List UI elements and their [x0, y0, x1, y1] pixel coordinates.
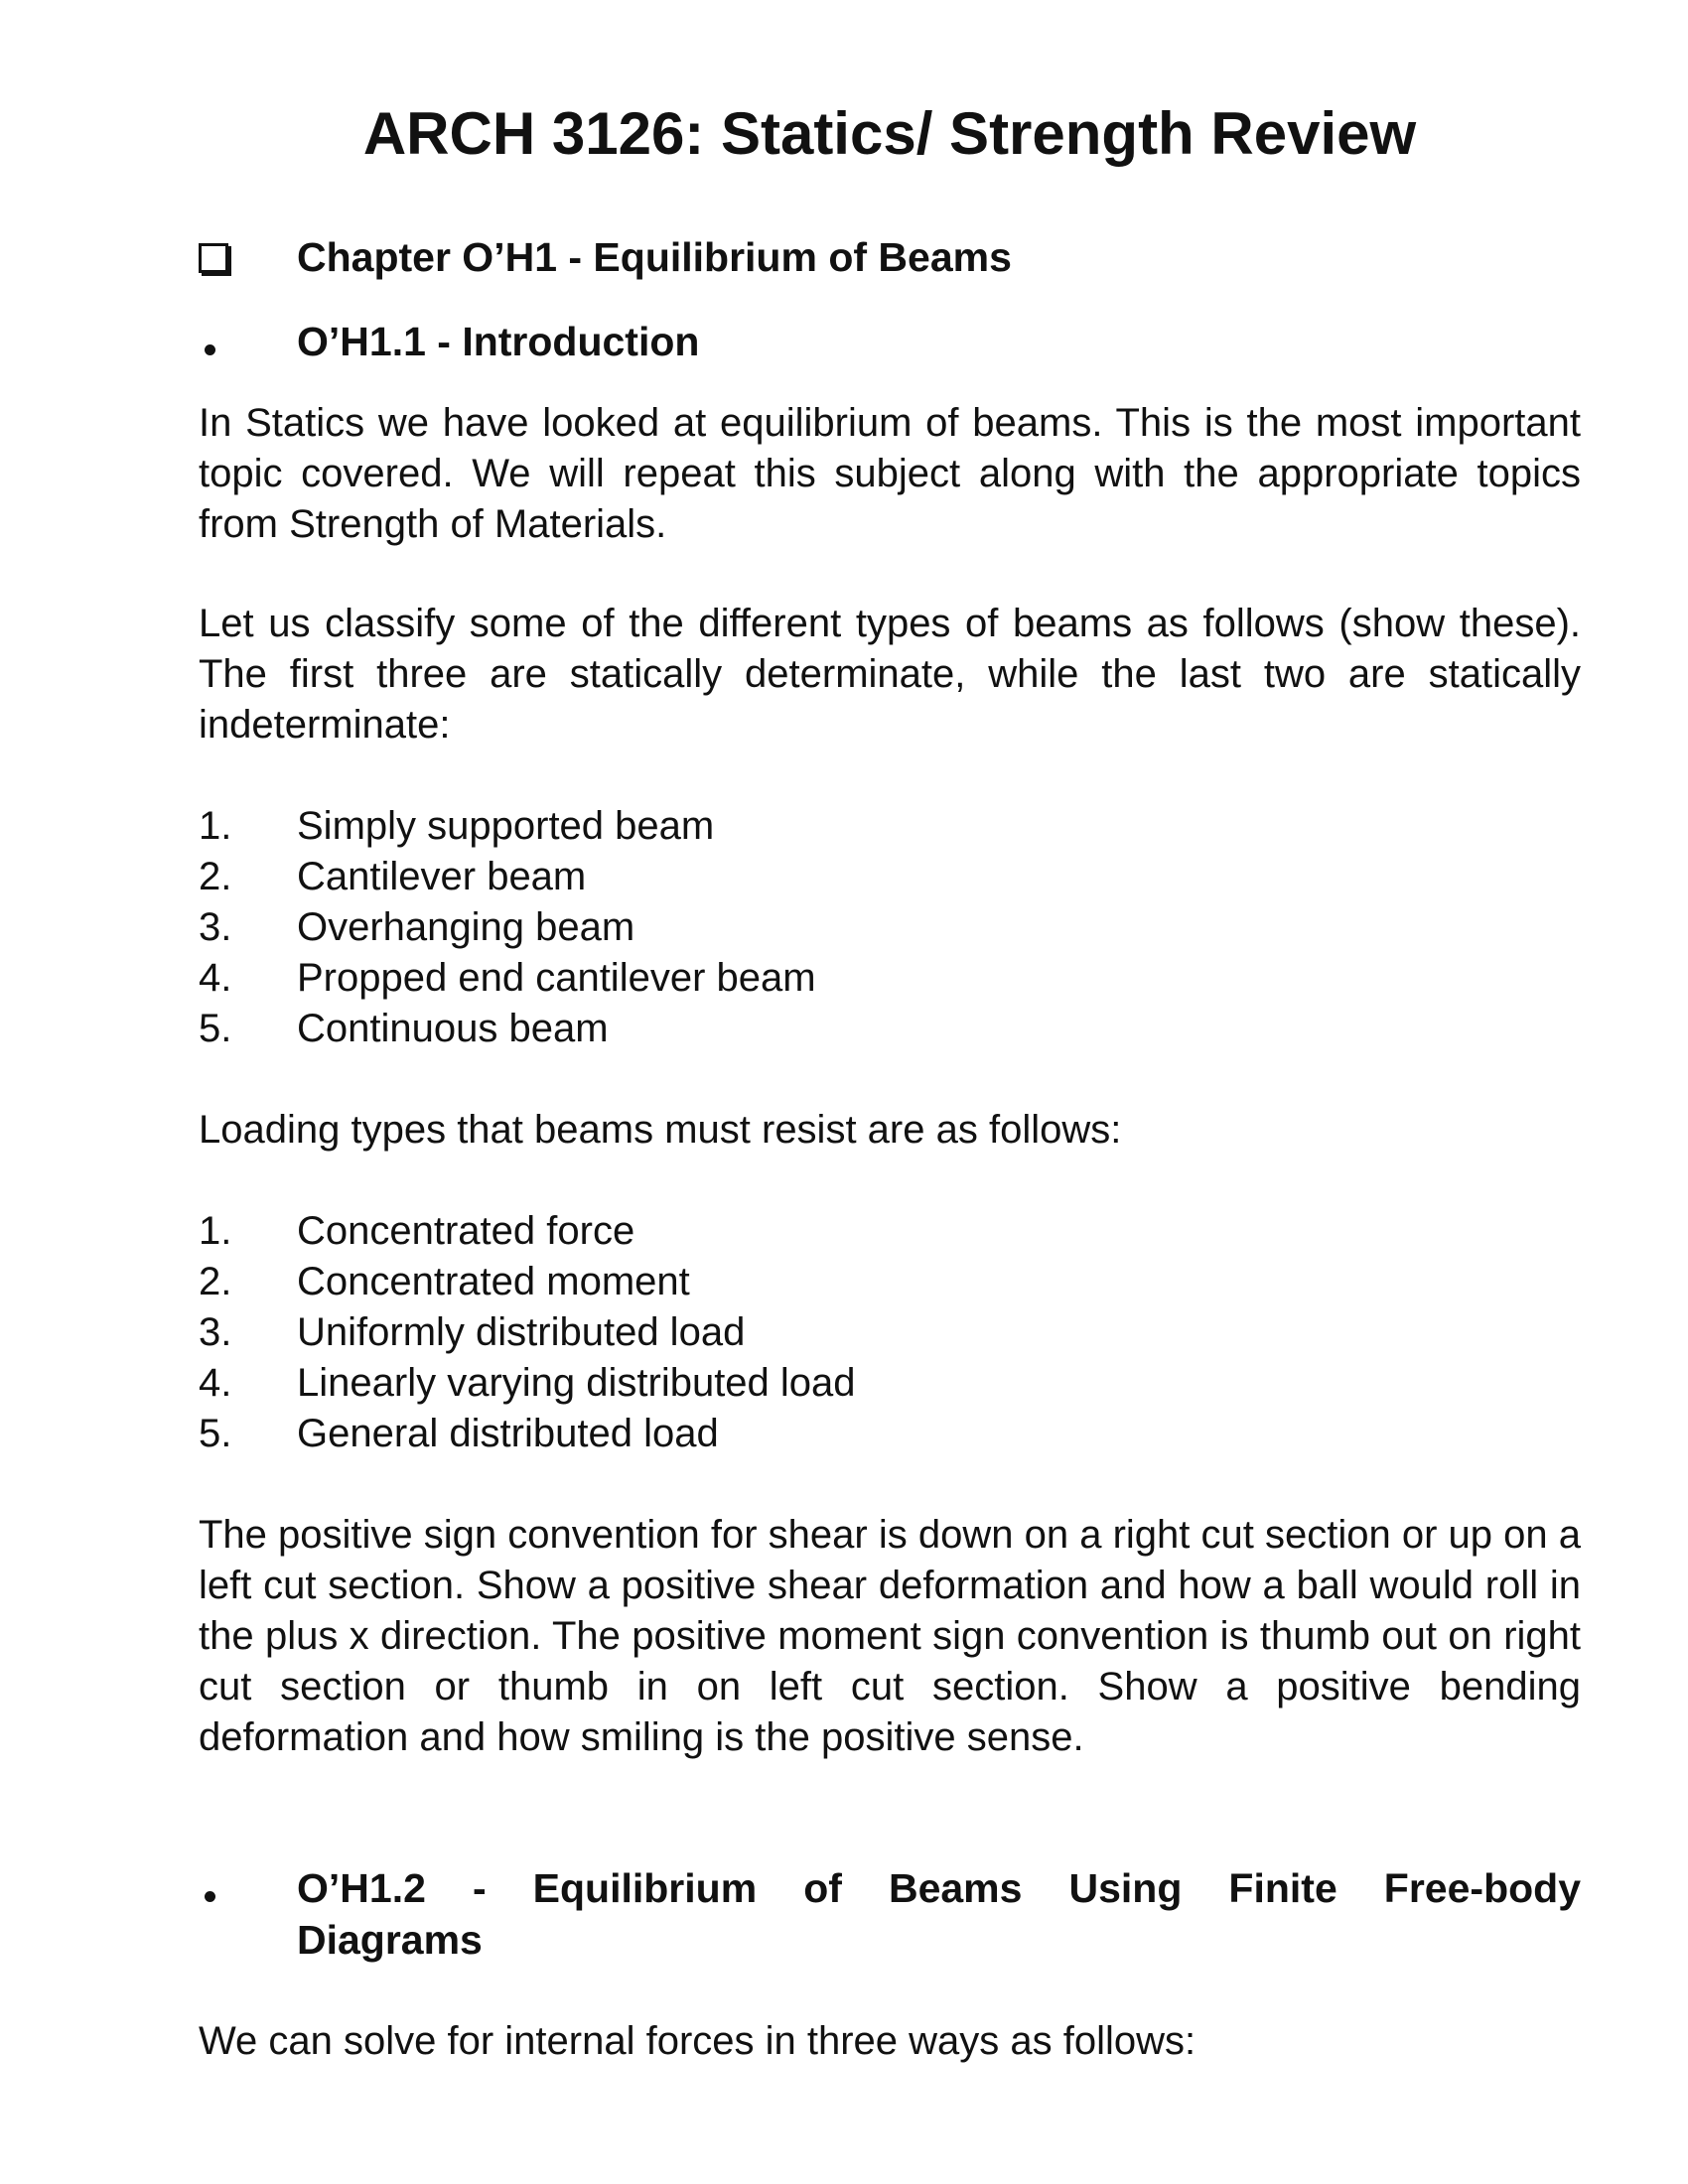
list-item: 2. Cantilever beam — [199, 855, 587, 898]
list-item: 5. Continuous beam — [199, 1007, 609, 1050]
beam-types-list — [199, 801, 1581, 1054]
page-title: ARCH 3126: Statics/ Strength Review — [362, 100, 1417, 167]
list-item: 1. Concentrated force — [199, 1209, 635, 1253]
bullet-icon — [199, 1862, 215, 1914]
bullet-icon — [199, 316, 215, 367]
list-item: 1. Simply supported beam — [199, 804, 715, 848]
list-item: 2. Concentrated moment — [199, 1260, 690, 1303]
checkbox-icon — [199, 231, 228, 285]
list-item: 4. Linearly varying distributed load — [199, 1361, 856, 1405]
chapter-heading — [199, 231, 1581, 283]
section-title-line1: O’H1.2 - Equilibrium of Beams Using Finite Free-body — [297, 1865, 1581, 1911]
list-item: 5. General distributed load — [199, 1412, 719, 1455]
section-title: O’H1.1 - Introduction — [297, 319, 700, 364]
sign-convention-paragraph: The positive sign convention for shear is down on a right cut section or up on a left cut section. Show a positive shear deformation and how a ball would roll in the plus x direction. The positive moment sign convention is thumb out on right cut section or thumb in on left cut section. Show a positive bending deformation and how smiling is the positive sense. — [199, 1513, 1581, 1759]
section-title-line2: Diagrams — [297, 1917, 483, 1963]
list-item: 3. Overhanging beam — [199, 905, 635, 949]
section-heading-equilibrium — [199, 1862, 1581, 1966]
loading-types-list — [199, 1206, 1581, 1459]
classify-paragraph: Let us classify some of the different types of beams as follows (show these). The first three are statically determinate, while the last two are statically indeterminate: — [199, 602, 1581, 747]
internal-forces-paragraph: We can solve for internal forces in three ways as follows: — [199, 2019, 1196, 2063]
list-item: 4. Propped end cantilever beam — [199, 956, 816, 1000]
section-heading-introduction — [199, 316, 1581, 367]
loading-paragraph: Loading types that beams must resist are as follows: — [199, 1108, 1122, 1152]
chapter-title: Chapter O’H1 - Equilibrium of Beams — [297, 234, 1012, 280]
intro-paragraph: In Statics we have looked at equilibrium of beams. This is the most important topic covered. We will repeat this subject along with the appropriate topics from Strength of Materials. — [199, 401, 1581, 546]
list-item: 3. Uniformly distributed load — [199, 1310, 746, 1354]
